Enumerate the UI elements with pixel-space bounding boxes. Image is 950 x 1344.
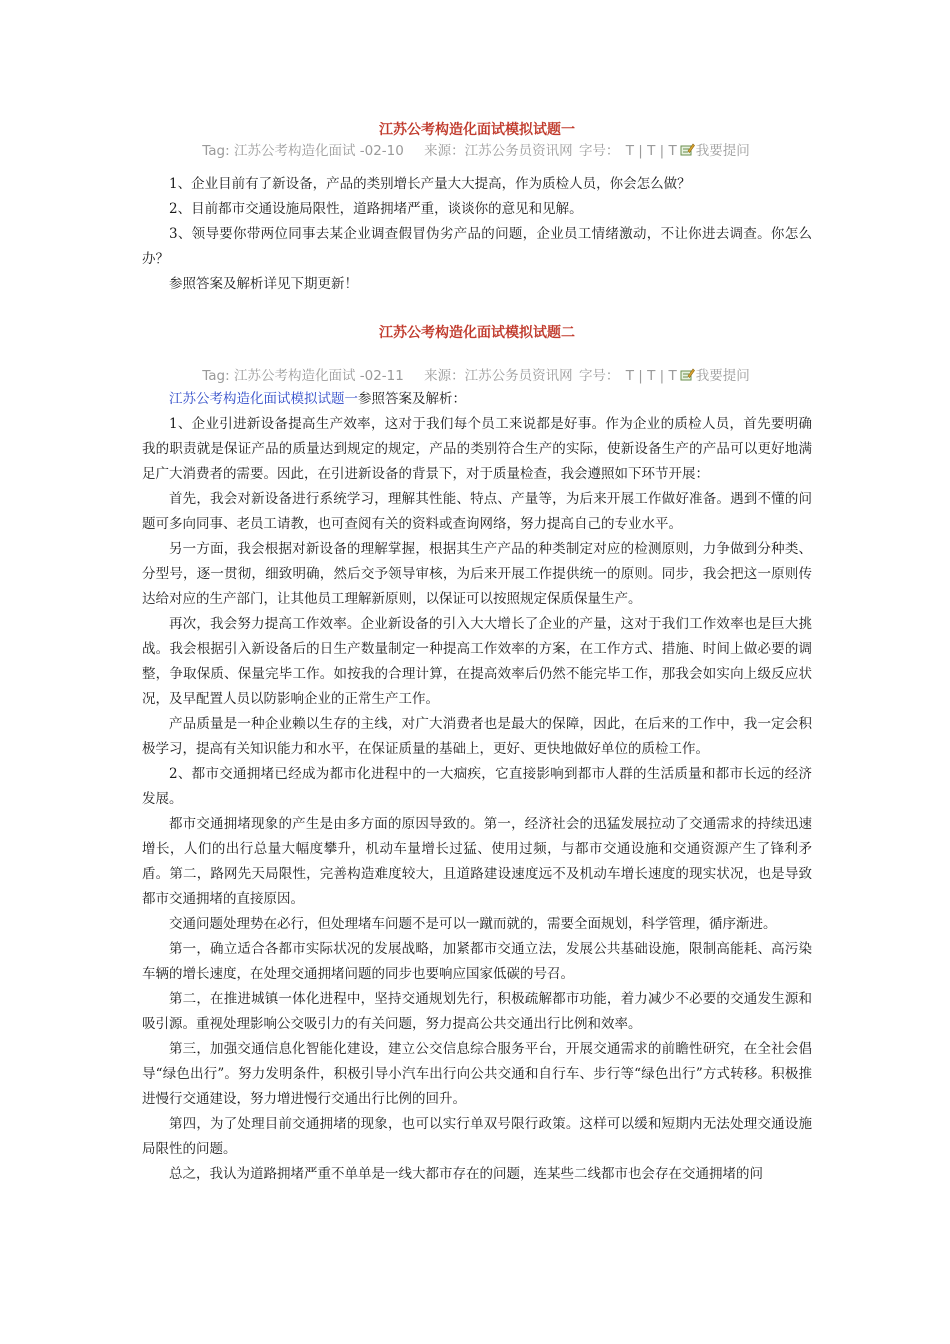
- source-label: 来源：江苏公务员资讯网: [424, 143, 573, 159]
- answer-paragraph: 产品质量是一种企业赖以生存的主线，对广大消费者也是最大的保障，因此，在后来的工作中，我一定会积极学习，提高有关知识能力和水平，在保证质量的基础上，更好、更快地做好单位的质检工作。: [142, 716, 812, 757]
- answer-paragraph: 都市交通拥堵现象的产生是由多方面的原因导致的。第一，经济社会的迅猛发展拉动了交通需求的持续迅速增长，人们的出行总量大幅度攀升，机动车量增长过猛、使用过频，与都市交通设施和交通资源产生了锋利矛盾。第二，路网先天局限性，完善构造难度较大，且道路建设速度远不及机动车增长速度的现实状况，也是导致都市交通拥堵的直接原因。: [142, 816, 812, 907]
- answer-paragraph: 总之，我认为道路拥堵严重不单单是一线大都市存在的问题，连某些二线都市也会存在交通拥堵的问: [169, 1166, 763, 1182]
- answer-paragraph: 第四，为了处理目前交通拥堵的现象，也可以实行单双号限行政策。这样可以缓和短期内无法处理交通设施局限性的问题。: [142, 1116, 812, 1157]
- edit-note-icon: [680, 143, 695, 156]
- font-size-label: 字号：: [578, 143, 620, 159]
- answer-intro: [142, 387, 812, 412]
- answer-paragraph: 首先，我会对新设备进行系统学习，理解其性能、特点、产量等，为后来开展工作做好准备。遇到不懂的问题可多向同事、老员工请教，也可查阅有关的资料或查询网络，努力提高自己的专业水平。: [142, 491, 812, 532]
- section2-title: 江苏公考构造化面试模拟试题二: [379, 325, 575, 341]
- question-2: 2、目前都市交通设施局限性，道路拥堵严重，谈谈你的意见和见解。: [169, 201, 583, 217]
- edit-note-icon: [680, 368, 695, 381]
- answer-paragraph: 第一，确立适合各都市实际状况的发展战略，加紧都市交通立法，发展公共基础设施，限制高能耗、高污染车辆的增长速度，在处理交通拥堵问题的同步也要响应国家低碳的号召。: [142, 941, 812, 982]
- answer-paragraph: 再次，我会努力提高工作效率。企业新设备的引入大大增长了企业的产量，这对于我们工作效率也是巨大挑战。我会根据引入新设备后的日生产数量制定一种提高工作效率的方案，在工作方式、措施、时间上做必要的调整，争取保质、保量完毕工作。如按我的合理计算，在提高效率后仍然不能完毕工作，那我会如实向上级反应状况，及早配置人员以防影响企业的正常生产工作。: [142, 616, 812, 707]
- font-size-options[interactable]: T | T | T: [625, 143, 677, 159]
- ask-question-link[interactable]: 我要提问: [695, 143, 750, 159]
- answer-paragraph: 第三，加强交通信息化智能化建设，建立公交信息综合服务平台，开展交通需求的前瞻性研究，在全社会倡导“绿色出行”。努力发明条件，积极引导小汽车出行向公共交通和自行车、步行等“绿色出行”方式转移。积极推进慢行交通建设，努力增进慢行交通出行比例的回升。: [142, 1041, 812, 1107]
- ask-question-link[interactable]: 我要提问: [695, 368, 750, 384]
- font-size-options[interactable]: T | T | T: [625, 368, 677, 384]
- update-note: 参照答案及解析详见下期更新！: [169, 276, 358, 292]
- tag-label: Tag: 江苏公考构造化面试 -02-10: [202, 143, 404, 159]
- question-1: 1、企业目前有了新设备，产品的类别增长产量大大提高，作为质检人员，你会怎么做？: [169, 176, 691, 192]
- answer-intro-text: 参照答案及解析：: [358, 391, 466, 407]
- question-3: 3、领导要你带两位同事去某企业调查假冒伪劣产品的问题，企业员工情绪激动，不让你进去调查。你怎么办？: [142, 226, 812, 267]
- font-size-label: 字号：: [578, 368, 620, 384]
- section1-link[interactable]: 江苏公考构造化面试模拟试题一: [169, 391, 358, 407]
- answer-paragraph: 另一方面，我会根据对新设备的理解掌握，根据其生产产品的种类制定对应的检测原则，力争做到分种类、分型号，逐一贯彻，细致明确，然后交予领导审核，为后来开展工作提供统一的原则。同步，我会把这一原则传达给对应的生产部门，让其他员工理解新原则，以保证可以按照规定保质保量生产。: [142, 541, 812, 607]
- document-page: [142, 120, 812, 1187]
- source-label: 来源：江苏公务员资讯网: [424, 368, 573, 384]
- answer-paragraph: 2、都市交通拥堵已经成为都市化进程中的一大痼疾，它直接影响到都市人群的生活质量和都市长远的经济发展。: [142, 766, 812, 807]
- tag-label: Tag: 江苏公考构造化面试 -02-11: [202, 368, 404, 384]
- section1-meta: [142, 140, 812, 162]
- answer-paragraph: 交通问题处理势在必行，但处理堵车问题不是可以一蹴而就的，需要全面规划，科学管理，循序渐进。: [169, 916, 777, 932]
- section2-meta: [142, 365, 812, 387]
- section1-title: 江苏公考构造化面试模拟试题一: [379, 122, 575, 138]
- answer-paragraph: 第二，在推进城镇一体化进程中，坚持交通规划先行，积极疏解都市功能，着力减少不必要的交通发生源和吸引源。重视处理影响公交吸引力的有关问题，努力提高公共交通出行比例和效率。: [142, 991, 812, 1032]
- answer-paragraph: 1、企业引进新设备提高生产效率，这对于我们每个员工来说都是好事。作为企业的质检人员，首先要明确我的职责就是保证产品的质量达到规定的规定，产品的类别符合生产的实际，使新设备生产的产品可以更好地满足广大消费者的需要。因此，在引进新设备的背景下，对于质量检查，我会遵照如下环节开展：: [142, 416, 812, 482]
